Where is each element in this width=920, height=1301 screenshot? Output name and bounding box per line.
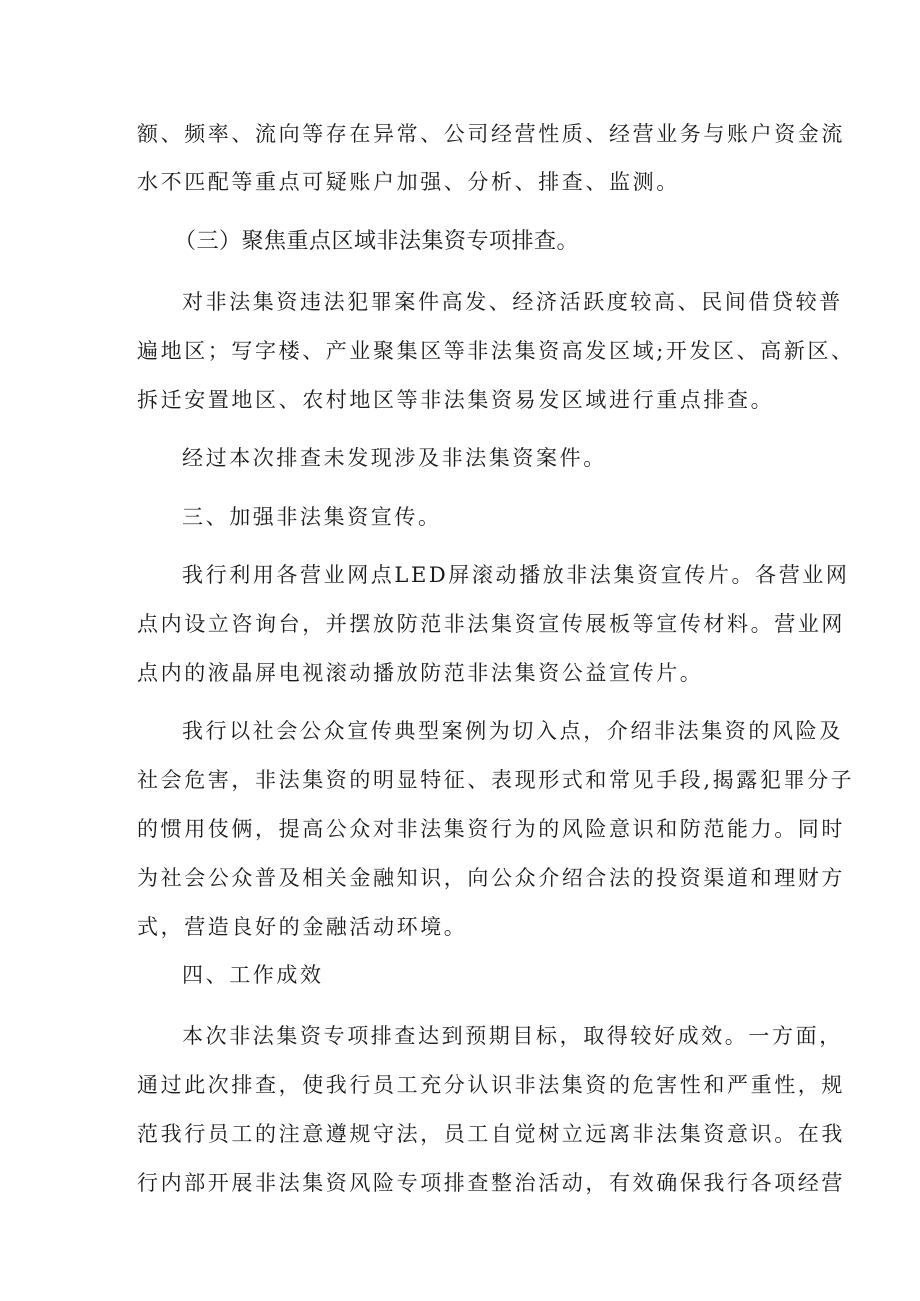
body-text-line: 经过本次排查未发现涉及非法集资案件。 bbox=[182, 446, 607, 470]
section-heading: 四、工作成效 bbox=[182, 963, 324, 987]
body-text-line: 的惯用伎俩，提高公众对非法集资行为的风险意识和防范能力。同时 bbox=[137, 817, 845, 841]
body-text-line: 式，营造良好的金融活动环境。 bbox=[137, 915, 468, 939]
body-text-line: 点内设立咨询台，并摆放防范非法集资宣传展板等宣传材料。营业网 bbox=[137, 612, 845, 636]
body-text-line: 点内的液晶屏电视滚动播放防范非法集资公益宣传片。 bbox=[137, 661, 704, 685]
section-heading: （三）聚焦重点区域非法集资专项排查。 bbox=[174, 229, 580, 254]
body-text-line: 额、频率、流向等存在异常、公司经营性质、经营业务与账户资金流 bbox=[137, 122, 845, 146]
body-text-line: 为社会公众普及相关金融知识，向公众介绍合法的投资渠道和理财方 bbox=[137, 866, 845, 890]
body-text-line: 社会危害，非法集资的明显特征、表现形式和常见手段,揭露犯罪分子 bbox=[137, 768, 855, 792]
body-text-line: 范我行员工的注意遵规守法，员工自觉树立远离非法集资意识。在我 bbox=[137, 1122, 845, 1146]
section-heading: 三、加强非法集资宣传。 bbox=[182, 505, 442, 529]
body-text-line: 通过此次排查，使我行员工充分认识非法集资的危害性和严重性，规 bbox=[137, 1073, 845, 1097]
body-text-line: 我行利用各营业网点LED屏滚动播放非法集资宣传片。各营业网 bbox=[182, 563, 850, 587]
body-text-line: 行内部开展非法集资风险专项排查整治活动，有效确保我行各项经营 bbox=[137, 1171, 845, 1195]
body-text-line: 对非法集资违法犯罪案件高发、经济活跃度较高、民间借贷较普 bbox=[182, 290, 843, 314]
body-text-line: 遍地区；写字楼、产业聚集区等非法集资高发区域;开发区、高新区、 bbox=[137, 339, 855, 363]
body-text-line: 拆迁安置地区、农村地区等非法集资易发区域进行重点排查。 bbox=[137, 388, 775, 412]
body-text-line: 水不匹配等重点可疑账户加强、分析、排查、监测。 bbox=[137, 170, 680, 194]
body-text-line: 我行以社会公众宣传典型案例为切入点，介绍非法集资的风险及 bbox=[182, 719, 843, 743]
body-text-line: 本次非法集资专项排查达到预期目标，取得较好成效。一方面， bbox=[182, 1024, 843, 1048]
